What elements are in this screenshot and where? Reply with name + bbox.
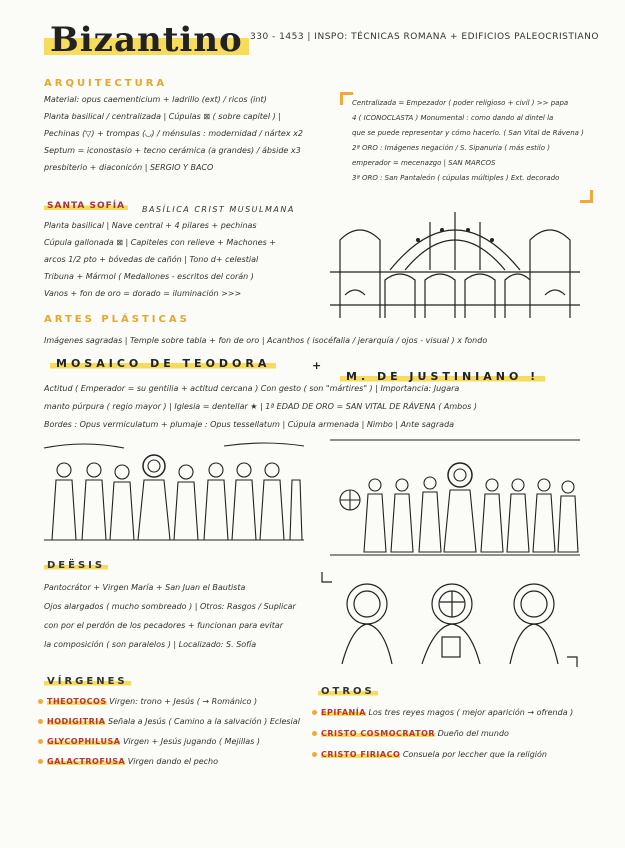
- list-item: [38, 697, 300, 706]
- term-desc: Virgen: trono + Jesús ( → Románico ): [109, 697, 258, 706]
- note-line: manto púrpura ( regio mayor ) | Iglesia = dentellar ★ | 1ª EDAD DE ORO = SAN VITAL DE RÁVENA ( Ambos ): [44, 402, 477, 411]
- deesis-notes: [44, 584, 296, 649]
- santa-sofia-notes: [44, 222, 276, 298]
- term-desc: Señala a Jesús ( Camino a la salvación ) Eclesial: [108, 717, 300, 726]
- subheading-mosaico-teodora: MOSAICO DE TEODORA: [50, 357, 276, 370]
- mosaico-justiniano-drawing: [330, 440, 580, 555]
- plus-sign: +: [312, 359, 326, 372]
- list-item: [312, 750, 573, 759]
- note-line: arcos 1/2 pto + bóvedas de cañón | Tono d+ celestial: [44, 255, 259, 264]
- note-line: Pechinas (▽) + trompas (◡) / ménsulas : modernidad / nártex x2: [44, 129, 303, 138]
- note-line: Ojos alargados ( mucho sombreado ) | Otros: Rasgos / Suplicar: [44, 602, 296, 611]
- term-label: HODIGITRIA: [47, 717, 106, 726]
- term-label: CRISTO COSMOCRATOR: [321, 729, 436, 738]
- deesis-drawing: [322, 572, 577, 667]
- bullet-icon: [312, 752, 317, 757]
- note-line: presbiterio + diaconicón | SERGIO Y BACO: [44, 163, 214, 172]
- section-heading-virgenes: VÍRGENES: [44, 676, 131, 687]
- note-line: Planta basilical / centralizada | Cúpulas ⊠ ( sobre capitel ) |: [44, 112, 281, 121]
- bullet-icon: [38, 759, 43, 764]
- otros-list: [312, 708, 573, 759]
- term-label: CRISTO FIRIACO: [321, 750, 401, 759]
- term-desc: Consuela por leccher que la religión: [402, 750, 547, 759]
- note-line: Centralizada = Empezador ( poder religioso + civil ) >> papa: [352, 99, 569, 107]
- subheading-mosaico-justiniano: M. DE JUSTINIANO !: [340, 370, 545, 383]
- term-label: EPIFANÍA: [321, 708, 366, 717]
- virgenes-list: [38, 697, 300, 766]
- arquitectura-notes: [44, 96, 303, 172]
- note-line: Septum = iconostasio + tecno cerámica (a grandes) / ábside x3: [44, 146, 301, 155]
- santa-sofia-interior-drawing: [330, 200, 580, 318]
- note-line: emperador = mecenazgo | SAN MARCOS: [352, 159, 496, 167]
- note-line: 3ª ORO : San Pantaleón ( cúpulas múltiples ) Ext. decorado: [352, 174, 560, 182]
- list-item: [38, 757, 300, 766]
- page-title: Bizantino: [44, 20, 249, 60]
- term-desc: Los tres reyes magos ( mejor aparición → ofrenda ): [368, 708, 574, 717]
- note-line: la composición ( son paralelos ) | Localizado: S. Sofía: [44, 640, 257, 649]
- section-heading-arquitectura: ARQUITECTURA: [44, 78, 168, 89]
- section-heading-deesis: DEËSIS: [44, 560, 108, 571]
- term-label: THEOTOCOS: [47, 697, 107, 706]
- note-line: 4 ( ICONOCLASTA ) Monumental : como dando al dintel la: [352, 114, 554, 122]
- bullet-icon: [38, 699, 43, 704]
- page-subtitle: 330 - 1453 | INSPO: TÉCNICAS ROMANA + EDIFICIOS PALEOCRISTIANO: [250, 32, 599, 42]
- bracket-corner: [580, 190, 593, 203]
- bullet-icon: [38, 739, 43, 744]
- centralizada-notes: [352, 99, 584, 182]
- section-heading-otros: OTROS: [318, 686, 378, 697]
- bullet-icon: [38, 719, 43, 724]
- term-desc: Virgen dando el pecho: [127, 757, 219, 766]
- list-item: [312, 729, 573, 738]
- mosaico-teodora-drawing: [44, 440, 304, 540]
- term-label: GLYCOPHILUSA: [47, 737, 121, 746]
- artes-intro: Imágenes sagradas | Temple sobre tabla + fon de oro | Acanthos ( isocéfalia / jerarquía / ojos - visual ) x fondo: [44, 336, 488, 345]
- term-label: GALACTROFUSA: [47, 757, 126, 766]
- note-line: con por el perdón de los pecadores + funcionan para evitar: [44, 621, 284, 630]
- subheading-santa-sofia: SANTA SOFÍA: [44, 201, 128, 211]
- list-item: [38, 737, 300, 746]
- note-line: Material: opus caementicium + ladrillo (ext) / ricos (int): [44, 95, 267, 104]
- note-line: Bordes : Opus vermiculatum + plumaje : Opus tessellatum | Cúpula armenada | Nimbo | Ante sagrada: [44, 420, 455, 429]
- note-line: Cúpula gallonada ⊠ | Capiteles con relieve + Machones +: [44, 238, 276, 247]
- note-line: 2ª ORO : Imágenes negación / S. Sipanuria ( más estilo ): [352, 144, 550, 152]
- santa-sofia-tag: BASÍLICA CRIST MUSULMANA: [142, 205, 295, 214]
- bullet-icon: [312, 710, 317, 715]
- note-line: Pantocrátor + Virgen María + San Juan el Bautista: [44, 583, 246, 592]
- note-line: Tribuna + Mármol ( Medallones - escritos del corán ): [44, 272, 254, 281]
- note-line: Vanos + fon de oro = dorado = iluminación >>>: [44, 289, 242, 298]
- list-item: [312, 708, 573, 717]
- artes-notes: [44, 385, 477, 429]
- note-line: Actitud ( Emperador = su gentilia + actitud cercana ) Con gesto ( son "mártires" ) | Importancia: Jugara: [44, 384, 460, 393]
- section-heading-artes-plasticas: ARTES PLÁSTICAS: [44, 314, 190, 325]
- note-line: que se puede representar y cómo hacerlo. ( San Vital de Rávena ): [352, 129, 584, 137]
- bullet-icon: [312, 731, 317, 736]
- term-desc: Dueño del mundo: [437, 729, 509, 738]
- term-desc: Virgen + Jesús jugando ( Mejillas ): [122, 737, 260, 746]
- note-line: Planta basilical | Nave central + 4 pilares + pechinas: [44, 221, 257, 230]
- list-item: [38, 717, 300, 726]
